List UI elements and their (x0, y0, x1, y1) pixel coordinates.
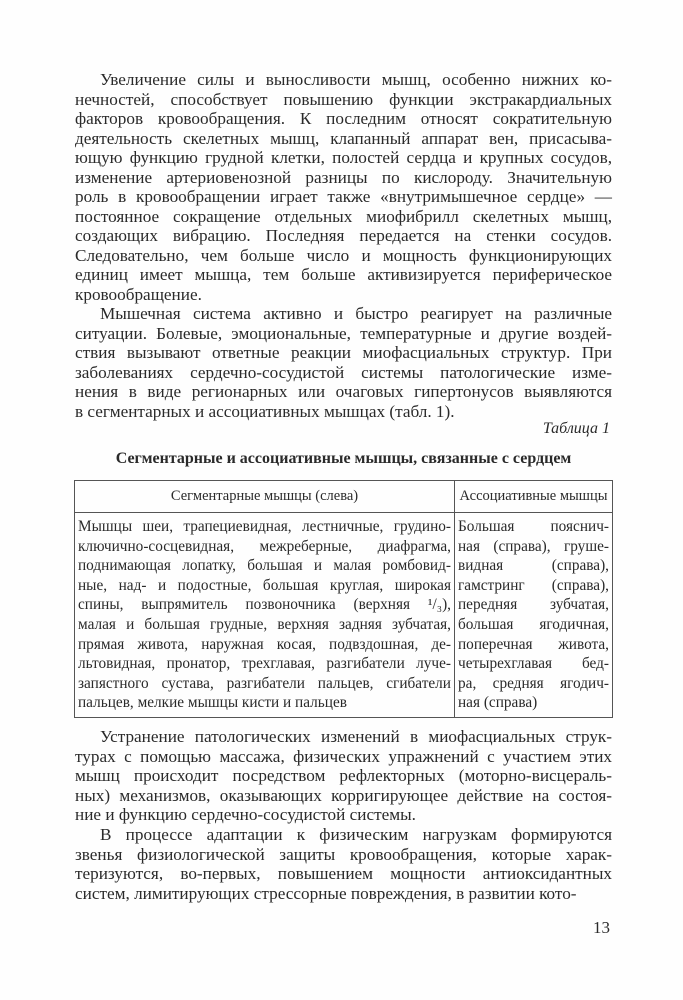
text-line: звенья физиологической защиты кровообращения, которые харак- (75, 844, 612, 864)
text-line: изменение артериовенозной разницы по кислороду. Значительную (75, 167, 612, 187)
text-line: теризуются, во-первых, повышением мощности антиоксидантных (75, 864, 612, 883)
text-line: Устранение патологических изменений в миофасциальных струк- (100, 727, 612, 746)
header-segmental: Сегментарные мышцы (слева) (75, 481, 455, 513)
text-line: деятельность скелетных мышц, клапанный аппарат вен, присасыва- (75, 128, 612, 148)
cell-associative (455, 513, 613, 718)
cell-line: малая и большая грудные, верхняя задняя зубчатая, (78, 615, 451, 633)
cell-line: большая ягодичная, (458, 615, 609, 633)
cell-line: ная (справа), груше- (458, 537, 609, 555)
paragraph-3 (75, 727, 612, 825)
cell-line: Мышцы шеи, трапециевидная, лестничные, грудино- (78, 518, 451, 535)
header-associative: Ассоциативные мышцы (455, 481, 613, 513)
cell-line: поперечная живота, (458, 635, 609, 653)
cell-line: ная (справа) (458, 694, 538, 712)
muscles-table (74, 480, 613, 718)
text-line: Увеличение силы и выносливости мышц, особенно нижних ко- (100, 70, 612, 89)
table-caption: Таблица 1 (542, 420, 610, 437)
text-line: в сегментарных и ассоциативных мышцах (табл. 1). (75, 401, 455, 421)
text-line: мышц происходит посредством рефлекторных (моторно-висцераль- (75, 766, 612, 785)
text-line: ющую функцию грудной клетки, полостей сердца и крупных сосудов, (75, 148, 612, 167)
cell-line: льтовидная, пронатор, трехглавая, разгибатели луче- (78, 655, 451, 673)
text-line: создающих вибрацию. Последняя передается на стенки сосудов. (75, 226, 612, 245)
text-line: Мышечная система активно и быстро реагирует на различные (100, 304, 612, 323)
cell-line: Большая пояснич- (458, 518, 609, 535)
text-line: ствия вызывают ответные реакции миофасциальных структур. При (75, 343, 612, 362)
text-line: единиц имеет мышца, тем больше активизируется периферическое (75, 265, 612, 284)
paragraph-2 (75, 304, 612, 421)
cell-line: ключично-сосцевидная, межреберные, диафрагма, (78, 537, 451, 555)
cell-line: запястного сустава, разгибатели пальцев, сгибатели (78, 674, 451, 692)
text-line: заболеваниях сердечно-сосудистой системы патологические изме- (75, 362, 612, 382)
text-line: ситуации. Болевые, эмоциональные, температурные и другие воздей- (75, 323, 612, 343)
text-line: нечностей, способствует повышению функции экстракардиальных (75, 89, 612, 109)
table-row (75, 513, 613, 718)
cell-line: ные, над- и подостные, большая круглая, широкая (78, 576, 451, 594)
text-line: постоянное сокращение отдельных миофибрилл скелетных мышц, (75, 206, 612, 226)
cell-line: ра, средняя ягодич- (458, 674, 609, 692)
cell-line: гамстринг (справа), (458, 576, 609, 594)
text-line: ние и функцию сердечно-сосудистой системы. (75, 805, 416, 824)
paragraph-4 (75, 825, 612, 903)
table-header-row (75, 481, 613, 513)
paragraph-1 (75, 70, 612, 304)
cell-line: спины, выпрямитель позвоночника (верхняя ¹/₃), (78, 596, 451, 614)
cell-line: видная (справа), (458, 557, 609, 575)
text-line: турах с помощью массажа, физических упражнений с участием этих (75, 746, 612, 766)
text-line: факторов кровообращения. К последним относят сократительную (75, 109, 612, 128)
cell-line: пальцев, мелкие мышцы кисти и пальцев (78, 694, 347, 712)
text-line: ных) механизмов, оказывающих корригирующее действие на состоя- (75, 785, 612, 805)
table-title: Сегментарные и ассоциативные мышцы, связанные с сердцем (115, 450, 572, 467)
text-line: кровообращение. (75, 284, 202, 304)
text-line: роль в кровообращении играет также «внутримышечное сердце» — (75, 187, 612, 206)
cell-line: четырехглавая бед- (458, 655, 609, 673)
cell-line: передняя зубчатая, (458, 596, 609, 614)
page-number: 13 (593, 918, 610, 937)
text-line: Следовательно, чем больше число и мощность функционирующих (75, 245, 612, 265)
cell-segmental (75, 513, 455, 718)
text-line: нения в виде регионарных или очаговых гипертонусов выявляются (75, 382, 612, 401)
cell-line: поднимающая лопатку, большая и малая ромбовид- (78, 557, 451, 575)
text-line: систем, лимитирующих стрессорные повреждения, в развитии кото- (75, 883, 577, 903)
cell-line: прямая живота, наружная косая, подвздошная, де- (78, 635, 451, 653)
text-line: В процессе адаптации к физическим нагрузкам формируются (100, 825, 612, 844)
